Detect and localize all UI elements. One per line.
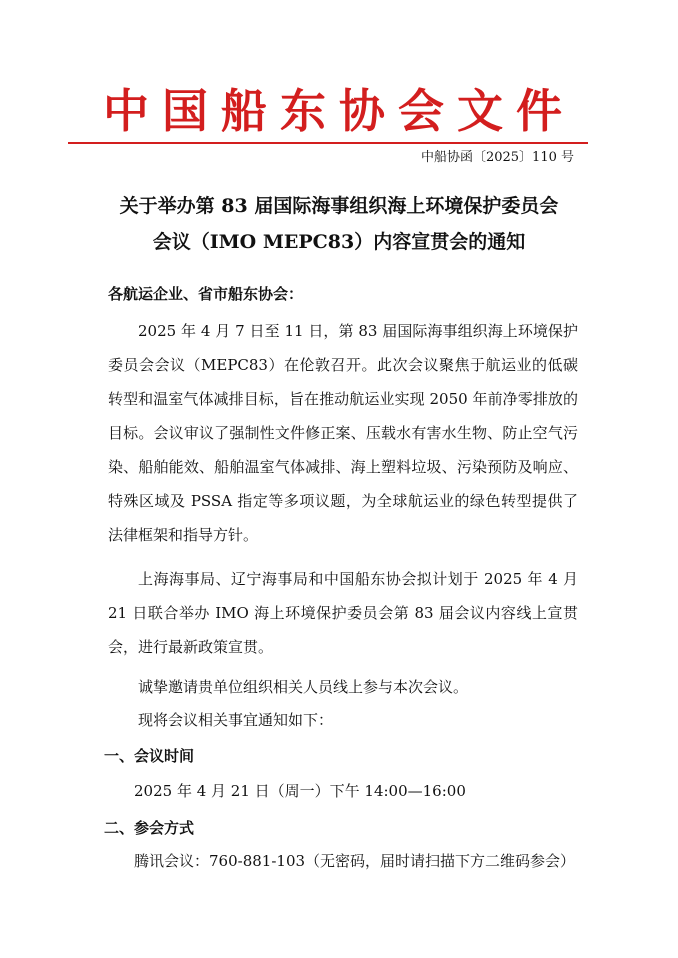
- paragraph-intro-list: 现将会议相关事宜通知如下：: [138, 711, 334, 729]
- notice-title-line-2: 会议（IMO MEPC83）内容宣贯会的通知: [152, 231, 526, 253]
- masthead-title: 中国船东协会文件: [103, 84, 575, 138]
- paragraph-meeting-summary: 2025 年 4 月 7 日至 11 日，第 83 届国际海事组织海上环境保护委员会会议（MEPC83）在伦敦召开。此次会议聚焦于航运业的低碳转型和温室气体减排目标，旨在推动航运业实现 2050 年前净零排放的目标。会议审议了强制性文件修正案、压载水有害水生物、防止空气污染、船舶能效、船舶温室气体减排、海上塑料垃圾、污染预防及响应、特殊区域及 PSSA 指定等多项议题，为全球航运业的绿色转型提供了法律框架和指导方针。: [108, 322, 578, 544]
- addressee: 各航运企业、省市船东协会：: [108, 285, 304, 303]
- paragraph-organizers: 上海海事局、辽宁海事局和中国船东协会拟计划于 2025 年 4 月 21 日联合举办 IMO 海上环境保护委员会第 83 届会议内容线上宣贯会，进行最新政策宣贯。: [108, 570, 578, 656]
- masthead-rule: [68, 142, 588, 144]
- meeting-method-text: 腾讯会议：760-881-103（无密码，届时请扫描下方二维码参会）: [134, 852, 576, 870]
- notice-title: [0, 188, 678, 260]
- meeting-time-text: 2025 年 4 月 21 日（周一）下午 14:00—16:00: [134, 782, 466, 800]
- section-heading-time: 一、会议时间: [104, 747, 195, 765]
- paragraph-invitation: 诚挚邀请贵单位组织相关人员线上参与本次会议。: [138, 678, 469, 696]
- section-heading-method: 二、参会方式: [104, 819, 195, 837]
- notice-title-line-1: 关于举办第 83 届国际海事组织海上环境保护委员会: [119, 195, 559, 217]
- document-number: 中船协函〔2025〕110 号: [420, 150, 574, 165]
